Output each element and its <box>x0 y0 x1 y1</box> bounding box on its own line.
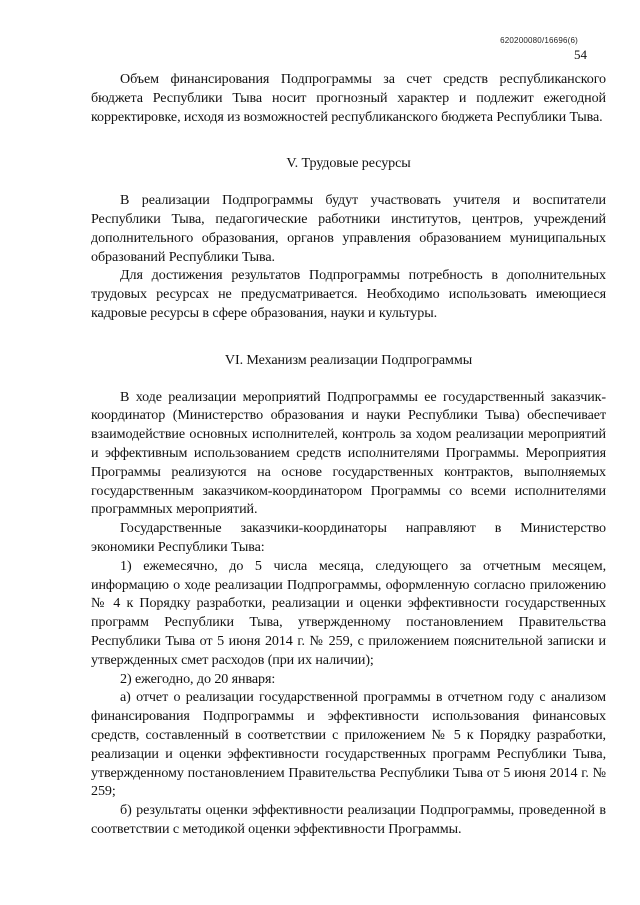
list-item-annually: 2) ежегодно, до 20 января: <box>120 670 276 687</box>
paragraph-coordinators: Государственные заказчики-координаторы направляют в Министерство экономики Республики Тыва: <box>91 520 606 555</box>
document-id: 620200080/16696(6) <box>500 36 578 45</box>
paragraph-implementation: В ходе реализации мероприятий Подпрограммы ее государственный заказчик-координатор (Министерство образования и науки Республики Тыва) обеспечивает взаимодействие основных исполнителей, контроль за ходом реализации мероприятий и эффективным использованием средств исполнителями Программы. Мероприятия Программы реализуются на основе государственных контрактов, выполняемых государственным заказчиком-координатором Программы со всеми исполнителями программных мероприятий. <box>91 388 606 518</box>
section-title-mechanism: VI. Механизм реализации Подпрограммы <box>224 351 473 368</box>
paragraph-financing: Объем финансирования Подпрограммы за счет средств республиканского бюджета Республики Тыва носит прогнозный характер и подлежит ежегодной корректировке, исходя из возможностей республиканского бюджета Республики Тыва. <box>91 71 606 125</box>
paragraph-resources-need: Для достижения результатов Подпрограммы потребность в дополнительных трудовых ресурсах не предусматривается. Необходимо использовать имеющиеся кадровые ресурсы в сфере образования, науки и культуры. <box>91 267 606 321</box>
page-number: 54 <box>574 47 587 62</box>
list-item-monthly: 1) ежемесячно, до 5 числа месяца, следующего за отчетным месяцем, информацию о ходе реализации Подпрограммы, оформленную согласно приложению № 4 к Порядку разработки, реализации и оценки эффективности государственных программ Республики Тыва, утвержденному постановлением Правительства Республики Тыва от 5 июня 2014 г. № 259, с приложением пояснительной записки и утвержденных смет расходов (при их наличии); <box>91 557 606 668</box>
list-item-evaluation: б) результаты оценки эффективности реализации Подпрограммы, проведенной в соответствии с методикой оценки эффективности Программы. <box>91 802 606 837</box>
list-item-report: а) отчет о реализации государственной программы в отчетном году с анализом финансирования Подпрограммы и эффективности использования финансовых средств, составленный в соответствии с приложением № 5 к Порядку разработки, реализации и оценки эффективности государственных программ Республики Тыва, утвержденному постановлением Правительства Республики Тыва от 5 июня 2014 г. № 259; <box>91 689 606 800</box>
paragraph-participants: В реализации Подпрограммы будут участвовать учителя и воспитатели Республики Тыва, педагогические работники институтов, центров, учреждений дополнительного образования, органов управления образованием муниципальных образований Республики Тыва. <box>91 192 606 265</box>
document-body <box>91 70 606 839</box>
section-title-labor-resources: V. Трудовые ресурсы <box>286 155 411 172</box>
